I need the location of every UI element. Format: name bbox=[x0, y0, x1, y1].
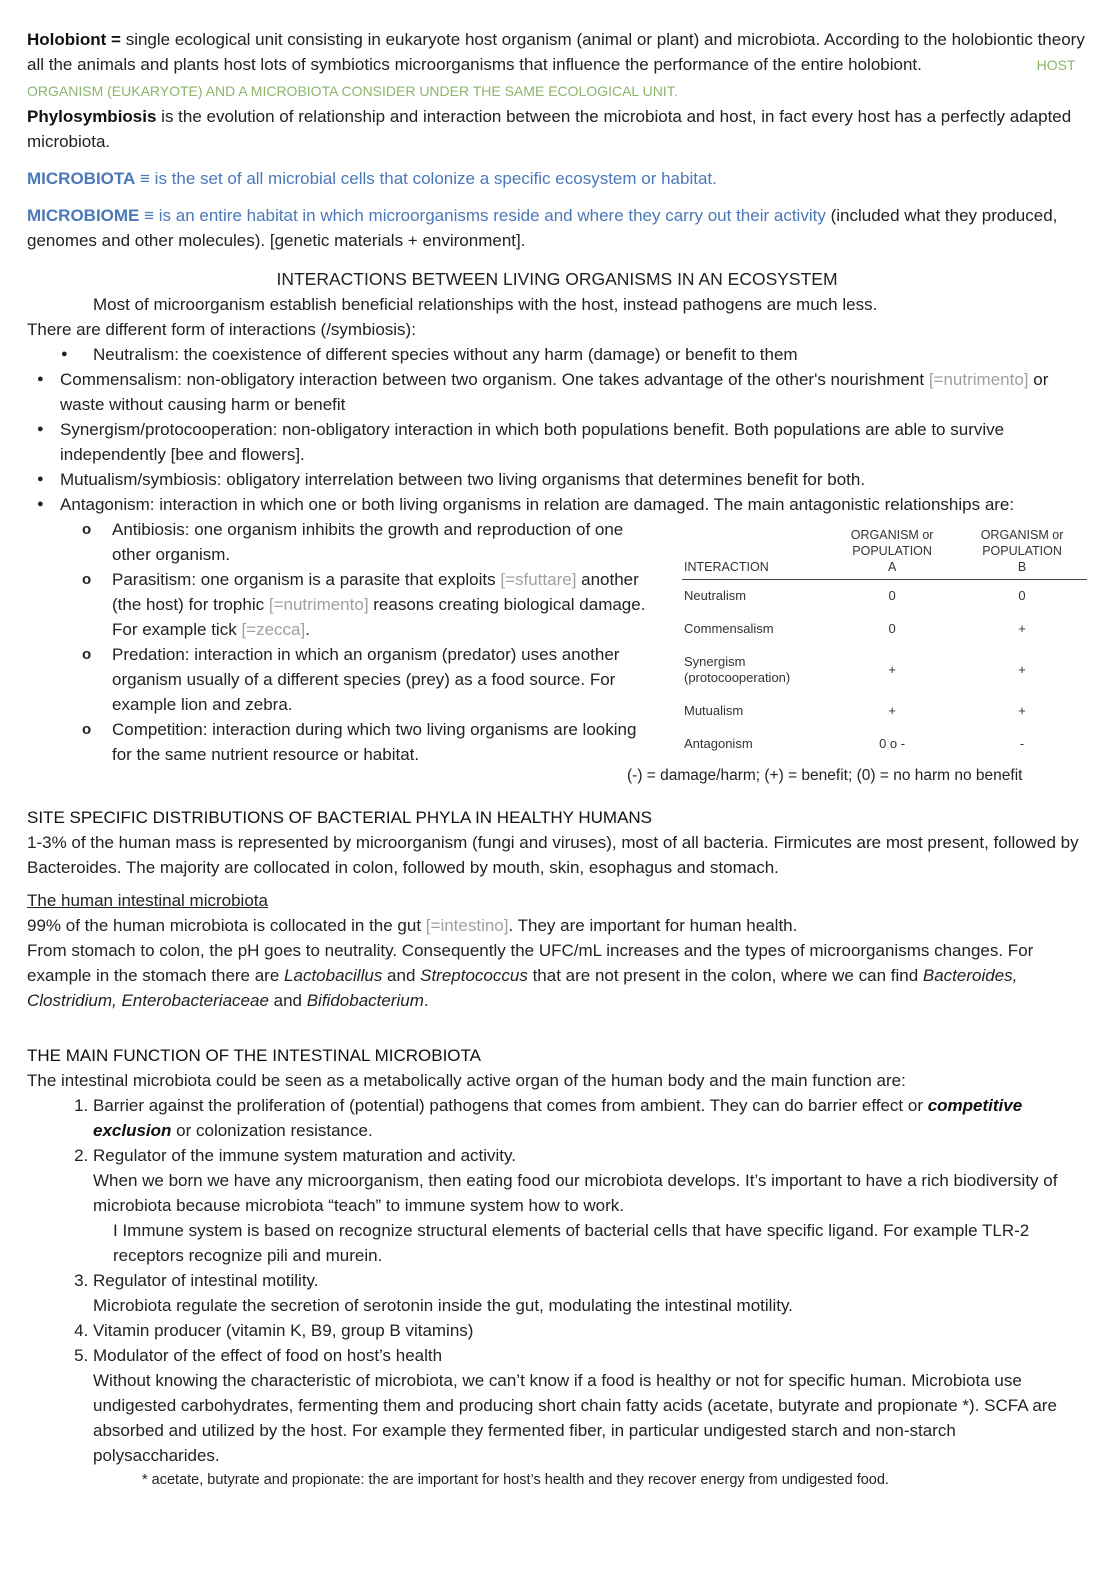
streptococcus: Streptococcus bbox=[420, 966, 528, 985]
list-item bbox=[93, 1093, 1087, 1143]
table-row bbox=[682, 580, 1087, 614]
microbiome-definition bbox=[27, 203, 1087, 253]
distribution-text: 1-3% of the human mass is represented by microorganism (fungi and viruses), most of all bacteria. Firmicutes are most present, followed by Bacteroides. The majority are collocated in colon, followed by mouth, skin, esophagus and stomach. bbox=[27, 833, 1079, 877]
function-1-end: or colonization resistance. bbox=[171, 1121, 373, 1140]
list-item bbox=[93, 1318, 1087, 1343]
holobiont-paragraph bbox=[27, 27, 1087, 104]
microbiome-text: (included what they produced, genomes and other molecules). [genetic materials + environment]. bbox=[27, 206, 1058, 250]
antibiosis-text: Antibiosis: one organism inhibits the growth and reproduction of one other organism. bbox=[112, 520, 624, 564]
holobiont-note: HOST ORGANISM (EUKARYOTE) AND A MICROBIOTA CONSIDER UNDER THE SAME ECOLOGICAL UNIT. bbox=[27, 57, 1076, 99]
header-a-letter: A bbox=[887, 560, 897, 574]
list-item bbox=[93, 1143, 1087, 1268]
parasitism-translation-1: [=sfuttare] bbox=[500, 570, 577, 589]
header-b-letter: B bbox=[1017, 560, 1027, 574]
phylosymbiosis-paragraph bbox=[27, 104, 1087, 154]
antagonism-list bbox=[27, 517, 652, 767]
table-row bbox=[682, 646, 1087, 695]
table-cell: + bbox=[888, 662, 896, 677]
antagonism-section bbox=[27, 517, 1087, 784]
list-item bbox=[93, 1268, 1087, 1318]
intestinal-line-2 bbox=[27, 938, 1087, 1013]
intestinal-translation: [=intestino] bbox=[425, 916, 509, 935]
parasitism-text-2: another (the host) for trophic bbox=[112, 570, 639, 614]
bifidobacterium: Bifidobacterium bbox=[306, 991, 424, 1010]
and-text-2: and bbox=[268, 991, 307, 1010]
function-3-title: Regulator of intestinal motility. bbox=[93, 1271, 319, 1290]
list-item bbox=[27, 492, 1087, 517]
functions-heading: THE MAIN FUNCTION OF THE INTESTINAL MICROBIOTA bbox=[27, 1046, 481, 1065]
table-cell: - bbox=[1019, 736, 1025, 751]
period: . bbox=[423, 991, 429, 1010]
predation-text: Predation: interaction in which an organism (predator) uses another organism usually of a different species (prey) as a food source. For example lion and zebra. bbox=[112, 645, 620, 714]
table-row bbox=[682, 695, 1087, 728]
intestinal-text-end: . They are important for human health. bbox=[508, 916, 798, 935]
lactobacillus: Lactobacillus bbox=[284, 966, 383, 985]
intestinal-line-1 bbox=[27, 913, 1087, 938]
parasitism-translation-3: [=zecca] bbox=[241, 620, 306, 639]
table-row bbox=[682, 728, 1087, 761]
table-cell: + bbox=[888, 703, 896, 718]
microbiome-term: MICROBIOME bbox=[27, 206, 140, 225]
table-cell: + bbox=[1018, 703, 1026, 718]
table-cell: Commensalism bbox=[684, 621, 774, 636]
table-cell: 0 bbox=[888, 621, 896, 636]
table-cell: Neutralism bbox=[684, 588, 747, 603]
functions-list bbox=[27, 1093, 1087, 1468]
list-item bbox=[27, 417, 1087, 467]
function-2-title: Regulator of the immune system maturation and activity. bbox=[93, 1146, 516, 1165]
parasitism-translation-2: [=nutrimento] bbox=[268, 595, 369, 614]
interactions-forms: There are different form of interactions (/symbiosis): bbox=[27, 320, 416, 339]
table-cell: Antagonism bbox=[684, 736, 753, 751]
list-item bbox=[112, 642, 652, 717]
functions-lead: The intestinal microbiota could be seen as a metabolically active organ of the human body and the main function are: bbox=[27, 1071, 906, 1090]
competition-text: Competition: interaction during which two living organisms are looking for the same nutrient resource or habitat. bbox=[112, 720, 637, 764]
microbiome-text-blue: ≡ is an entire habitat in which microorganisms reside and where they carry out their activity bbox=[139, 206, 826, 225]
parasitism-text: Parasitism: one organism is a parasite that exploits bbox=[112, 570, 501, 589]
neutralism-text: Neutralism: the coexistence of different species without any harm (damage) or benefit to them bbox=[93, 345, 798, 364]
interaction-table bbox=[682, 525, 1087, 761]
commensalism-text: Commensalism: non-obligatory interaction between two organism. One takes advantage of the other's nourishment bbox=[60, 370, 929, 389]
function-2-note: I Immune system is based on recognize structural elements of bacterial cells that have specific ligand. For example TLR-2 receptors recognize pili and murein. bbox=[113, 1221, 1030, 1265]
interaction-list bbox=[27, 342, 1087, 517]
interactions-lead: Most of microorganism establish beneficial relationships with the host, instead pathogens are much less. bbox=[93, 295, 878, 314]
microbiota-definition bbox=[27, 166, 1087, 191]
distribution-heading: SITE SPECIFIC DISTRIBUTIONS OF BACTERIAL PHYLA IN HEALTHY HUMANS bbox=[27, 808, 653, 827]
table-cell: 0 bbox=[888, 588, 896, 603]
synergism-text: Synergism/protocooperation: non-obligatory interaction in which both populations benefit. Both populations are able to survive independently [bee and flowers]. bbox=[60, 420, 1005, 464]
parasitism-text-3: reasons creating biological damage. For example tick bbox=[112, 595, 646, 639]
table-cell: Synergism (protocooperation) bbox=[684, 654, 791, 685]
and-text: and bbox=[382, 966, 421, 985]
phylosymbiosis-definition: is the evolution of relationship and interaction between the microbiota and host, in fact every host has a perfectly adapted microbiota. bbox=[27, 107, 1072, 151]
colon-genera: Bacteroides, Clostridium, Enterobacteriaceae bbox=[27, 966, 1018, 1010]
intestinal-subheading: The human intestinal microbiota bbox=[27, 891, 268, 910]
table-cell: + bbox=[1018, 662, 1026, 677]
list-item bbox=[112, 567, 652, 642]
phylosymbiosis-term: Phylosymbiosis bbox=[27, 107, 157, 126]
interactions-heading: INTERACTIONS BETWEEN LIVING ORGANISMS IN AN ECOSYSTEM bbox=[276, 269, 838, 289]
function-5-title: Modulator of the effect of food on host’s health bbox=[93, 1346, 443, 1365]
commensalism-translation: [=nutrimento] bbox=[928, 370, 1029, 389]
commensalism-text-end: or waste without causing harm or benefit bbox=[60, 370, 1049, 414]
list-item bbox=[112, 717, 652, 767]
ph-text: From stomach to colon, the pH goes to neutrality. Consequently the UFC/mL increases and the types of microorganisms changes. For example in the stomach there are bbox=[27, 941, 1034, 985]
table-header-row bbox=[682, 525, 1087, 580]
list-item bbox=[93, 1343, 1087, 1468]
holobiont-definition: single ecological unit consisting in eukaryote host organism (animal or plant) and microbiota. According to the holobiontic theory all the animals and plants host lots of symbiotics microorganisms that influence the performance of the entire holobiont. bbox=[27, 30, 1085, 74]
function-1-text: Barrier against the proliferation of (potential) pathogens that comes from ambient. They can do barrier effect or bbox=[93, 1096, 928, 1115]
function-4-title: Vitamin producer (vitamin K, B9, group B vitamins) bbox=[93, 1321, 474, 1340]
function-3-detail: Microbiota regulate the secretion of serotonin inside the gut, modulating the intestinal motility. bbox=[93, 1296, 793, 1315]
header-organism-b bbox=[957, 525, 1087, 580]
table-legend: (-) = damage/harm; (+) = benefit; (0) = no harm no benefit bbox=[627, 767, 1023, 784]
list-item bbox=[112, 517, 652, 567]
header-a-label: ORGANISM or POPULATION bbox=[850, 528, 934, 558]
parasitism-text-end: . bbox=[305, 620, 310, 639]
antagonism-text: Antagonism: interaction in which one or both living organisms in relation are damaged. The main antagonistic relationships are: bbox=[60, 495, 1015, 514]
mutualism-text: Mutualism/symbiosis: obligatory interrelation between two living organisms that determines benefit for both. bbox=[60, 470, 866, 489]
microbiota-term: MICROBIOTA bbox=[27, 169, 136, 188]
table-row bbox=[682, 613, 1087, 646]
table-cell: 0 o - bbox=[879, 736, 906, 751]
colon-text: that are not present in the colon, where we can find bbox=[527, 966, 923, 985]
header-interaction: INTERACTION bbox=[684, 560, 769, 574]
list-item bbox=[27, 467, 1087, 492]
table-cell: 0 bbox=[1018, 588, 1026, 603]
intestinal-text: 99% of the human microbiota is collocated in the gut bbox=[27, 916, 426, 935]
header-b-label: ORGANISM or POPULATION bbox=[980, 528, 1064, 558]
function-5-detail: Without knowing the characteristic of microbiota, we can’t know if a food is healthy or not for specific human. Microbiota use undigested carbohydrates, fermenting them and producing short chain fatty acids (acetate, butyrate and propionate *). SCFA are absorbed and utilized by the host. For example they fermented fiber, in particular undigested starch and non-starch polysaccharides. bbox=[93, 1371, 1057, 1465]
document-page bbox=[27, 27, 1087, 1493]
table-cell: + bbox=[1018, 621, 1026, 636]
list-item bbox=[27, 342, 1087, 367]
table-cell: Mutualism bbox=[684, 703, 744, 718]
microbiota-text: ≡ is the set of all microbial cells that colonize a specific ecosystem or habitat. bbox=[135, 169, 717, 188]
holobiont-term: Holobiont = bbox=[27, 30, 121, 49]
list-item bbox=[27, 367, 1087, 417]
footnote: * acetate, butyrate and propionate: the are important for host’s health and they recover energy from undigested food. bbox=[142, 1472, 889, 1488]
header-organism-a bbox=[827, 525, 957, 580]
competitive-exclusion: competitive exclusion bbox=[93, 1096, 1023, 1140]
function-2-detail: When we born we have any microorganism, then eating food our microbiota develops. It’s important to have a rich biodiversity of microbiota because microbiota “teach” to immune system how to work. bbox=[93, 1171, 1058, 1215]
